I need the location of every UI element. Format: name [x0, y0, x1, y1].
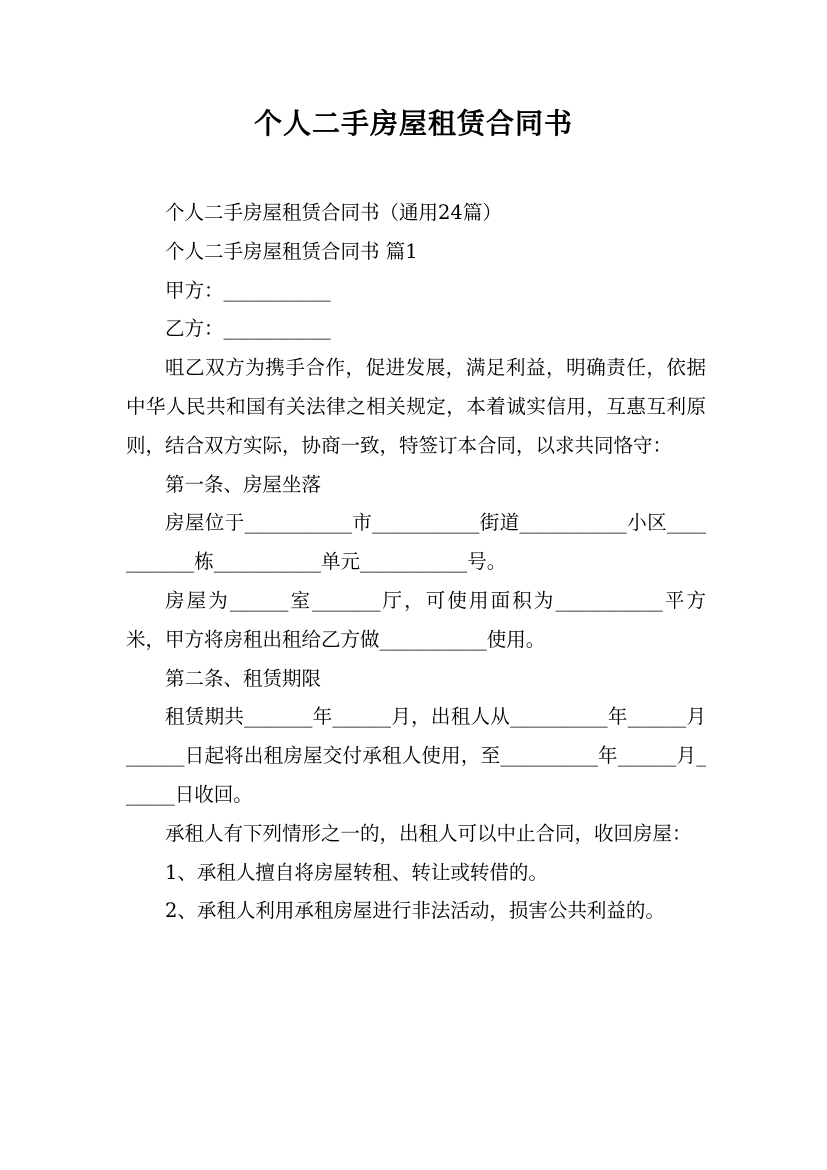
document-title: 个人二手房屋租赁合同书: [253, 107, 573, 140]
paragraph-item-1: 1、承租人擅自将房屋转租、转让或转借的。: [165, 860, 548, 884]
paragraph-area: 房屋为______室_______厅，可使用面积为___________平方米，甲方将房租出租给乙方做___________使用。: [126, 588, 706, 651]
paragraph-party-b: 乙方：___________: [165, 317, 331, 341]
paragraph-subtitle: 个人二手房屋租赁合同书（通用24篇）: [165, 201, 502, 224]
paragraph-termination: 承租人有下列情形之一的，出租人可以中止合同，收回房屋：: [165, 821, 692, 845]
paragraph-location: 房屋位于___________市___________街道___________小区___________栋___________单元___________号。: [126, 511, 706, 574]
paragraph-preamble: 咀乙双方为携手合作，促进发展，满足利益，明确责任，依据中华人民共和国有关法律之相关规定，本着诚实信用，互惠互利原则，结合双方实际，协商一致，特签订本合同，以求共同恪守：: [126, 356, 706, 457]
paragraph-article-2-heading: 第二条、租赁期限: [165, 666, 322, 690]
document-body: [126, 194, 706, 931]
paragraph-party-a: 甲方：___________: [165, 278, 331, 302]
paragraph-lease-term: 租赁期共_______年______月，出租人从__________年______月______日起将出租房屋交付承租人使用，至__________年______月______日收回。: [126, 705, 706, 806]
paragraph-item-2: 2、承租人利用承租房屋进行非法活动，损害公共利益的。: [165, 899, 665, 923]
paragraph-article-1-heading: 第一条、房屋坐落: [165, 472, 322, 496]
paragraph-section-heading: 个人二手房屋租赁合同书 篇1: [165, 239, 418, 263]
